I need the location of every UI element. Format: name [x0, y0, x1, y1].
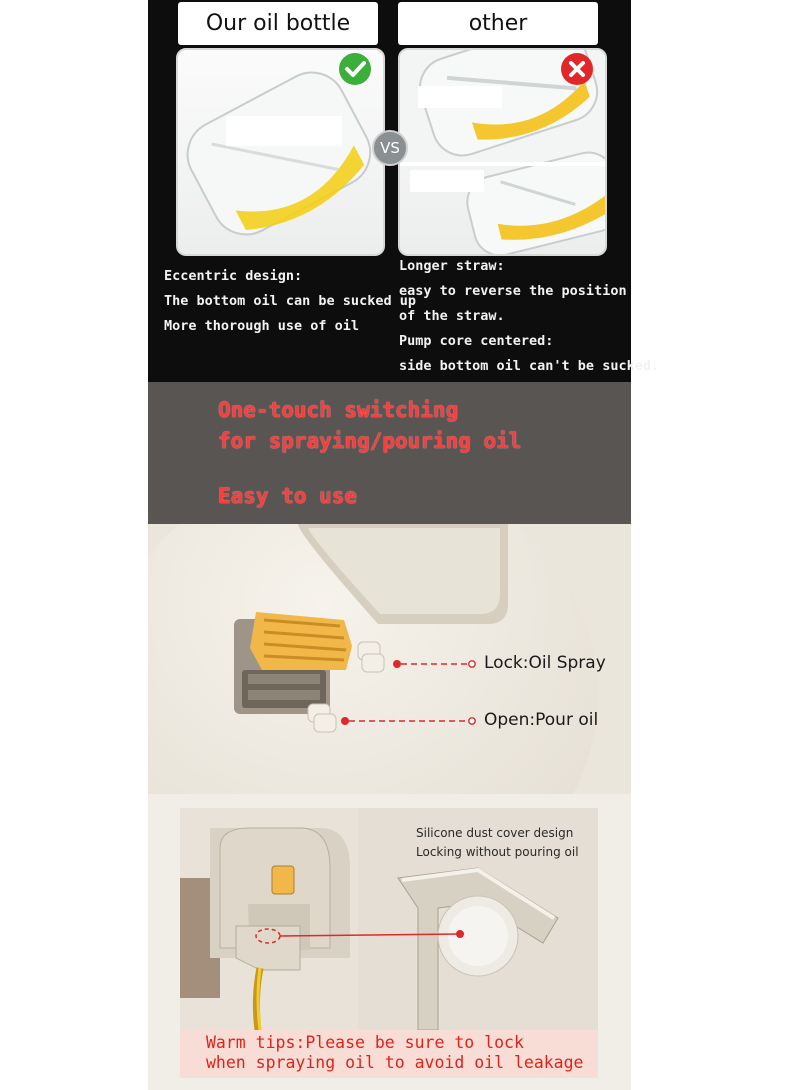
cross-icon: [560, 52, 594, 86]
comparison-section: [148, 0, 660, 382]
warm-tips-banner: [180, 1030, 598, 1078]
other-description: [399, 254, 659, 379]
vs-badge: VS: [372, 130, 408, 166]
other-point: Pump core centered:: [399, 333, 554, 349]
tip-line-2: when spraying oil to avoid oil leakage: [206, 1053, 584, 1072]
open-label: Open:Pour oil: [484, 710, 599, 730]
lock-label: Lock:Oil Spray: [484, 653, 606, 673]
headline-section: [148, 382, 631, 524]
ours-point: More thorough use of oil: [164, 318, 360, 334]
ours-point: The bottom oil can be sucked up: [164, 293, 416, 309]
spout-pouring-photo: [180, 808, 358, 1030]
ours-title: Our oil bottle: [178, 2, 378, 45]
caption-line: Silicone dust cover design: [416, 826, 574, 840]
dust-cover-photo: [358, 808, 598, 1030]
other-point: Longer straw:: [399, 258, 505, 274]
headline-line-1: One-touch switching: [218, 398, 459, 422]
tip-line-1: Warm tips:Please be sure to lock: [206, 1033, 524, 1052]
detail-section: [148, 524, 631, 1090]
other-point: easy to reverse the position: [399, 283, 627, 299]
headline-line-3: Easy to use: [218, 484, 358, 508]
other-point: of the straw.: [399, 308, 505, 324]
other-title: other: [398, 2, 598, 45]
headline-line-2: for spraying/pouring oil: [218, 429, 522, 453]
check-icon: [338, 52, 372, 86]
caption-line: Locking without pouring oil: [416, 845, 579, 859]
other-point: side bottom oil can't be sucked.: [399, 358, 660, 374]
ours-point: Eccentric design:: [164, 268, 303, 284]
dust-cover-caption: [416, 824, 579, 862]
ours-description: [164, 264, 416, 339]
